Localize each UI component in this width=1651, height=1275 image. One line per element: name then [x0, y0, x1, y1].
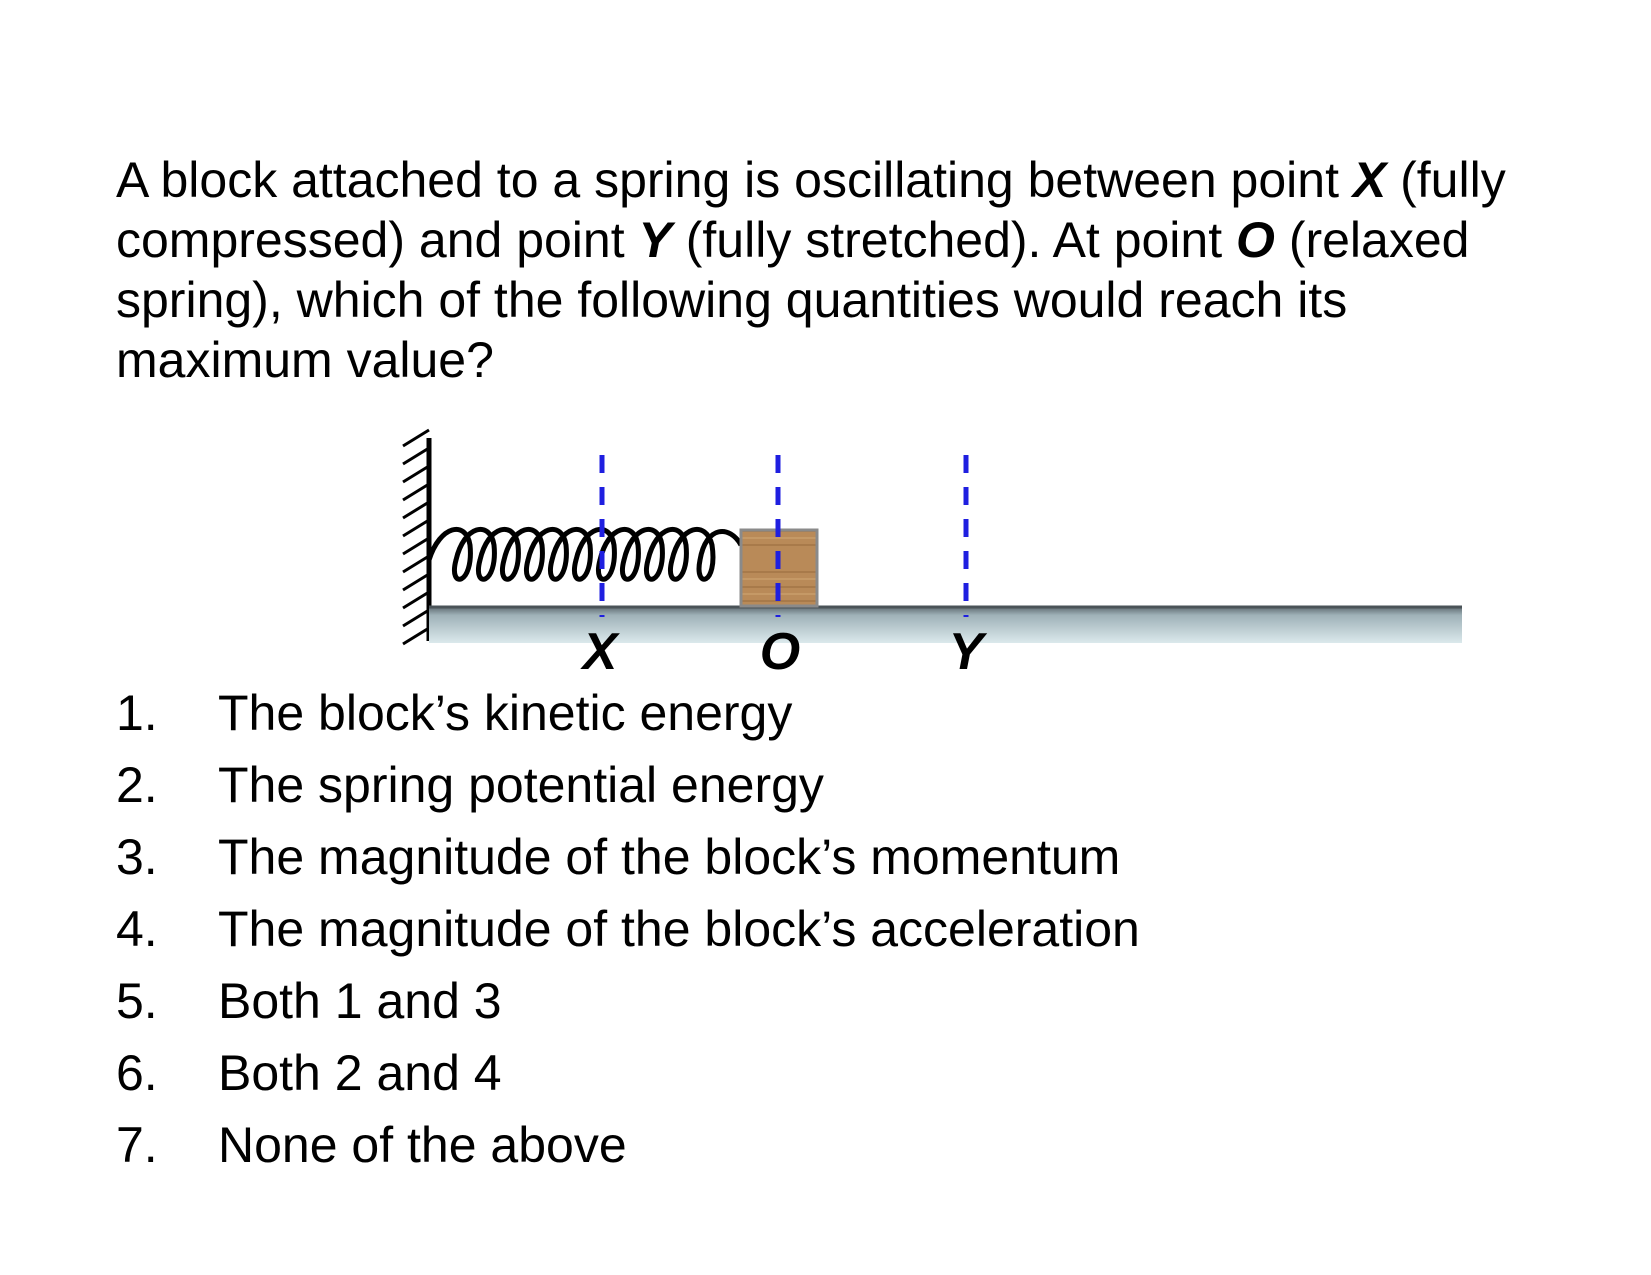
label-x: X [582, 623, 618, 681]
point-o-ref: O [1236, 212, 1275, 268]
label-y: Y [948, 623, 984, 681]
spring [429, 529, 741, 579]
wall [403, 430, 429, 644]
point-y-ref: Y [638, 212, 672, 268]
question-text: A block attached to a spring is oscillating between point X (fully compressed) and point Y (fully stretched). At point O (relaxed spring), which of the following quantities would reach its maximum value? [116, 152, 1506, 388]
point-x-ref: X [1352, 152, 1387, 208]
label-o: O [759, 623, 801, 681]
